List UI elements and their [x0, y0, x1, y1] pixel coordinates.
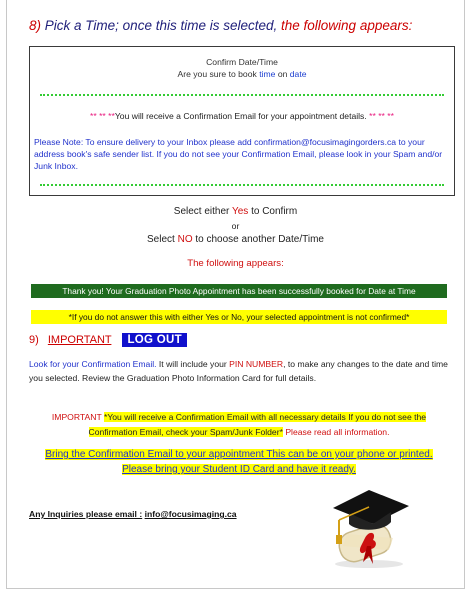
dialog-title: Confirm Date/Time: [206, 57, 278, 67]
yes-word: Yes: [231, 206, 249, 217]
select-text: Select: [147, 234, 175, 245]
inquiries-label: Any Inquiries please email :: [29, 509, 143, 519]
step-8-number: 8): [29, 18, 42, 33]
select-no-line: [7, 234, 464, 245]
stars-left: ** ** **: [90, 111, 115, 121]
dialog-time-word: time: [259, 69, 276, 79]
step-9-important: IMPORTANT: [47, 334, 112, 346]
inquiries-email[interactable]: info@focusimaging.ca: [144, 509, 237, 519]
dialog-date-word: date: [289, 69, 307, 79]
important-highlight: *You will receive a Confirmation Email with all necessary details If you do not see the Confirmation Email, check your Spam/Junk Folder*: [88, 412, 427, 437]
stars-right: ** ** **: [369, 111, 394, 121]
or-line: or: [231, 221, 240, 231]
important-label: IMPORTANT: [51, 412, 102, 422]
inquiries-line: [29, 509, 237, 519]
step-9-heading: [29, 333, 187, 347]
look-text-end: , to make any changes to the date and time you selected. Review the Graduation Photo Information Card for full details.: [29, 359, 448, 383]
logout-button[interactable]: LOG OUT: [122, 333, 187, 347]
select-text: to choose another Date/Time: [195, 234, 324, 245]
select-yes-line: [7, 206, 464, 217]
dialog-note: Please Note: To ensure delivery to your Inbox please add confirmation@focusimagingorders.ca to your address book's safe sender list. If you do not see your Confirmation Email, please look in your Spam and/or Junk Inbox.: [34, 137, 443, 171]
step-8-text: Pick a Time; once this time is selected,: [44, 18, 278, 33]
green-dotted-divider: [40, 184, 444, 188]
bring-text: Bring the Confirmation Email to your appointment This can be on your phone or printed. Please bring your Student ID Card and have it ready.: [45, 449, 433, 475]
green-dotted-divider: [40, 94, 444, 98]
confirmation-text: You will receive a Confirmation Email for your appointment details.: [114, 111, 367, 121]
dialog-question-text: Are you sure to book: [177, 69, 257, 79]
dialog-on-word: on: [277, 69, 288, 79]
step-8-text-end: the following appears:: [281, 18, 413, 33]
pin-number-text: PIN NUMBER: [229, 359, 284, 369]
dialog-confirmation-line: [30, 111, 454, 121]
success-banner: Thank you! Your Graduation Photo Appointment has been successfully booked for Date at Time: [31, 284, 447, 298]
instruction-page: [6, 0, 465, 589]
warning-banner: *If you do not answer this with either Yes or No, your selected appointment is not confirmed*: [31, 310, 447, 324]
no-word: NO: [177, 234, 193, 245]
step-9-number: 9): [29, 334, 39, 346]
select-text: to Confirm: [251, 206, 298, 217]
dialog-question: [30, 69, 454, 79]
select-text: Select either: [173, 206, 230, 217]
look-paragraph: [29, 357, 449, 385]
important-tail: Please read all information.: [285, 427, 390, 437]
graduation-cap-diploma-icon: [317, 480, 417, 570]
step-8-heading: [29, 18, 412, 33]
look-text-blue: Look for your Confirmation Email.: [29, 359, 157, 369]
look-text: It will include your: [158, 359, 227, 369]
important-paragraph: [29, 410, 449, 440]
bring-paragraph: [29, 447, 449, 477]
following-appears: The following appears:: [187, 258, 284, 269]
confirm-dialog: [29, 46, 455, 196]
